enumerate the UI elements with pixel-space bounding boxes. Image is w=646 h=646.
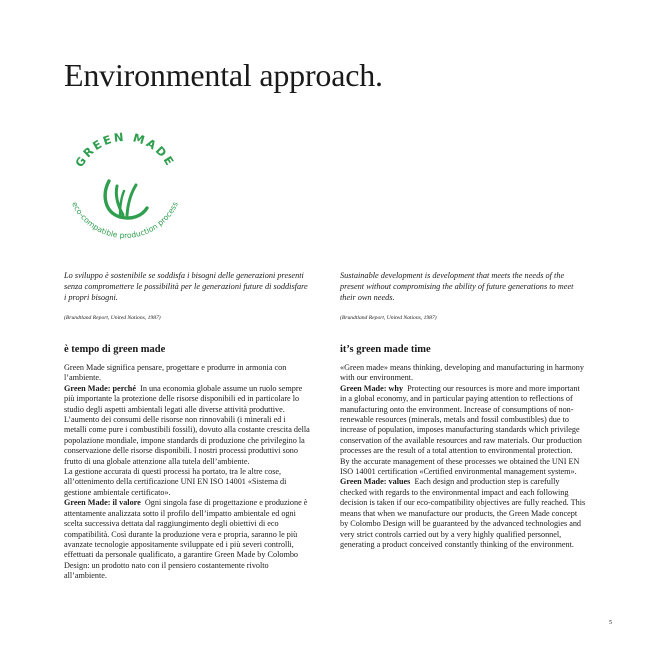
english-quote: Sustainable development is development that meets the needs of the present without compromising the ability of future generations to meet their own needs. <box>340 271 574 302</box>
italian-perche-paragraph <box>64 384 310 467</box>
english-values-text: Each design and production step is carefully checked with regards to the environmental impact and each following decision is taken if our eco-compatibility objectives are fully reached. This means that when we manufacture our products, the Green Made concept by Colombo Design will be guaranteed by the advanced technologies and very strict controls carried out by a very highly qualified personnel, generating a product conceived constantly thinking of the environment. <box>340 477 586 549</box>
english-citation: (Brundtland Report, United Nations, 1987) <box>340 315 437 321</box>
italian-citation: (Brundtland Report, United Nations, 1987) <box>64 315 161 321</box>
english-heading: it’s green made time <box>340 344 431 355</box>
italian-gestione-paragraph: La gestione accurata di questi processi ha portato, tra le altre cose, all’ottenimento della certificazione UNI EN ISO 14001 «Sistema di gestione ambientale certificato». <box>64 467 287 497</box>
italian-valore-paragraph <box>64 498 310 581</box>
logo-top-text: GREEN MADE <box>72 129 178 170</box>
italian-intro: Green Made significa pensare, progettare e produrre in armonia con l’ambiente. <box>64 363 287 383</box>
english-intro: «Green made» means thinking, developing and manufacturing in harmony with our environment. <box>340 363 584 383</box>
italian-perche-text: In una economia globale assume un ruolo sempre più importante la protezione delle risorse disponibili ed in particolare lo studio degli aspetti ambientali legati alle diverse attività produttive. L’aumento dei consumi delle risorse non rinnovabili (i minerali ed i metalli come pure i combustibili fossili), dovuto alla costante crescita della popolazione mondiale, impone standards di produzione che privilegino la conservazione delle risorse disponibili. I nostri processi produttivi sono frutto di una globale attenzione alla tutela dell’ambiente. <box>64 383 310 466</box>
green-made-logo <box>60 124 190 254</box>
page-title: Environmental approach. <box>64 57 383 93</box>
english-why-text: Protecting our resources is more and more important in a global economy, and in particular paying attention to reflections of manufacturing onto the environment. Increase of consumptions of non-renewable resources (minerals, metals and fossil combustibles) due to increase of population, imposes manufacturing standards which privilege conservation of the available resources and raw materials. Our production processes are the result of a total attention to environmental protection. <box>340 383 582 456</box>
english-body <box>340 363 586 550</box>
italian-quote: Lo sviluppo è sostenibile se soddisfa i bisogni delle generazioni presenti senza compromettere le possibilità per le generazioni future di soddisfare i propri bisogni. <box>64 271 308 302</box>
english-management-paragraph: By the accurate management of these processes we obtained the UNI EN ISO 14001 certification «Certified environmental management system». <box>340 456 580 477</box>
english-why-paragraph <box>340 384 586 457</box>
sprout-icon <box>105 181 147 218</box>
english-why-label: Green Made: why <box>340 383 404 393</box>
english-values-label: Green Made: values <box>340 477 411 487</box>
italian-valore-text: Ogni singola fase di progettazione e produzione è attentamente analizzata sotto il profilo dell’impatto ambientale ed ogni scelta successiva dettata dal raggiungimento degli obiettivi di eco compatibilità. Così durante la produzione vera e propria, saranno le più avanzate tecnologie appositamente sviluppate ed i più severi controlli, effettuati da personale qualificato, a garantire Green Made by Colombo Design: un prodotto nato con il pensiero costantemente rivolto all’ambiente. <box>64 498 308 581</box>
italian-body <box>64 363 310 582</box>
italian-perche-label: Green Made: perché <box>64 383 136 393</box>
english-values-paragraph <box>340 477 586 550</box>
italian-valore-label: Green Made: il valore <box>64 498 141 508</box>
english-quote-block <box>340 270 586 321</box>
italian-heading: è tempo di green made <box>64 344 166 355</box>
italian-quote-block <box>64 270 310 321</box>
logo-bottom-text: eco-compatible production process <box>70 200 180 241</box>
page-number: 5 <box>609 620 612 626</box>
